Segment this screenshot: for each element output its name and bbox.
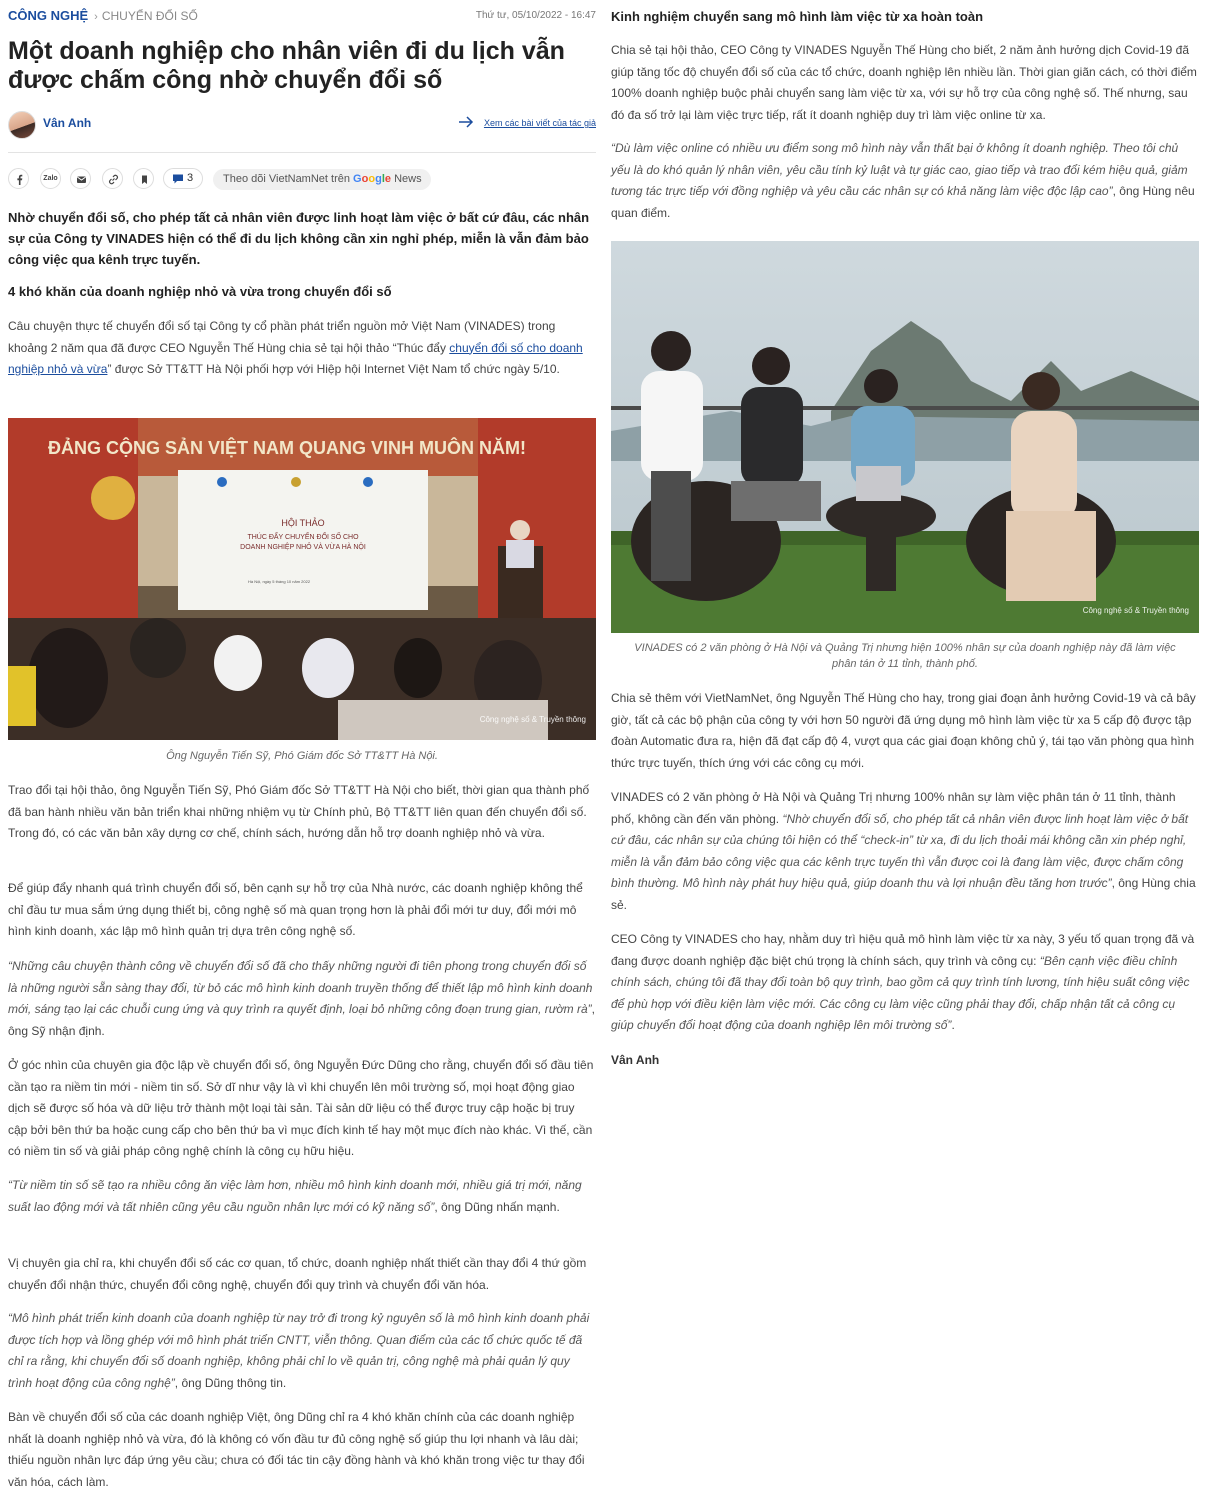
photo-watermark: Công nghệ số & Truyền thông — [479, 715, 586, 724]
paragraph-8: “Mô hình phát triển kinh doanh của doanh nghiệp từ nay trở đi trong kỷ nguyên số là mô hình kinh doanh phải được tích hợp và lồng ghép với mô hình phát triển CNTT, viễn thông. Quan điểm của các tổ chức quốc tế đã chỉ ra rằng, khi chuyển đổi số doanh nghiệp, không phải chỉ lo về quản trị, công nghệ mà phải quản lý quy trình hoạt động của công nghệ”, ông Dũng thông tin. — [8, 1311, 590, 1390]
breadcrumb-separator-icon: › — [94, 11, 98, 23]
comment-count: 3 — [187, 172, 194, 184]
breadcrumb — [8, 8, 596, 26]
email-icon — [76, 174, 87, 185]
author-name[interactable]: Vân Anh — [43, 116, 92, 130]
banner-text: ĐẢNG CỘNG SẢN VIỆT NAM QUANG VINH MUÔN NĂM! — [48, 438, 526, 458]
conference-image — [8, 418, 596, 740]
team-image — [611, 241, 1199, 633]
comment-button[interactable] — [163, 168, 203, 189]
facebook-icon — [14, 174, 25, 185]
link-icon — [108, 174, 119, 185]
paragraph-6: “Từ niềm tin số sẽ tạo ra nhiều công ăn việc làm hơn, nhiều mô hình kinh doanh mới, nhiều giá trị mới, năng suất lao động mới và tất nhiên cũng yêu cầu nguồn nhân lực mới có kỹ năng số”, ông Dũng nhấn mạnh. — [8, 1178, 582, 1214]
paragraph-3: Để giúp đẩy nhanh quá trình chuyển đổi số, bên cạnh sự hỗ trợ của Nhà nước, các doanh nghiệp không thể chỉ đầu tư mua sắm ứng dụng thiết bị, công nghệ số mà quan trọng hơn là phải đổi mới tư duy, đổi mới mô hình kinh doanh, xác lập mô hình quản trị dựa trên công nghệ số. — [8, 881, 583, 938]
arrow-right-icon — [458, 116, 474, 128]
email-share-button[interactable] — [70, 168, 91, 189]
screen-line-3: DOANH NGHIỆP NHỎ VÀ VỪA HÀ NỘI — [240, 544, 366, 551]
article-title: Một doanh nghiệp cho nhân viên đi du lịch vẫn được chấm công nhờ chuyển đổi số — [8, 37, 565, 94]
more-by-author-link[interactable]: Xem các bài viết của tác giả — [483, 118, 596, 128]
paragraph-9: Bàn về chuyển đổi số của các doanh nghiệp Việt, ông Dũng chỉ ra 4 khó khăn chính của các doanh nghiệp nhất là doanh nghiệp nhỏ và vừa, đó là không có vốn đầu tư đủ công nghệ số giúp thu lợi nhanh và lâu dài; thiếu nguồn nhân lực đáp ứng yêu cầu; chưa có đối tác tin cậy đồng hành và khó khăn trong việc tư thay đổi văn hóa, cách làm. — [8, 1410, 585, 1489]
author-row — [8, 111, 596, 141]
subcategory-link[interactable]: CHUYỂN ĐỔI SỐ — [101, 9, 198, 23]
google-news-follow-button[interactable] — [213, 169, 431, 190]
paragraph-4: “Những câu chuyện thành công về chuyển đổi số đã cho thấy những người đi tiên phong trong chuyển đổi số là những người sẵn sàng thay đổi, từ bỏ các mô hình kinh doanh truyền thống để thiết lập mô hình kinh doanh mới, sáng tạo lại các chuỗi cung ứng và quy trình ra quyết định, loại bỏ những công đoạn trung gian, rườm rà”, ông Sỹ nhận định. — [8, 959, 596, 1038]
screen-title: HỘI THẢO — [281, 518, 325, 528]
comment-icon — [172, 173, 184, 185]
author-avatar[interactable] — [8, 111, 36, 139]
article-byline: Vân Anh — [611, 1053, 660, 1067]
photo-watermark: Công nghệ số & Truyền thông — [1082, 606, 1189, 615]
photo-caption-2: VINADES có 2 văn phòng ở Hà Nội và Quảng Trị nhưng hiện 100% nhân sự của doanh nghiệp này đã làm việc phân tán ở 11 tỉnh, thành phố. — [634, 642, 1176, 670]
photo-caption-1: Ông Nguyễn Tiến Sỹ, Phó Giám đốc Sở TT&TT Hà Nội. — [166, 750, 438, 762]
conference-photo — [8, 418, 596, 740]
article-lead: Nhờ chuyển đổi số, cho phép tất cả nhân viên được linh hoạt làm việc ở bất cứ đâu, các nhân sự của Công ty VINADES hiện có thể đi du lịch không cần xin nghỉ phép, miễn là vẫn đảm bảo công việc qua kênh trực tuyến. — [8, 210, 590, 267]
paragraph-7: Vị chuyên gia chỉ ra, khi chuyển đổi số các cơ quan, tổ chức, doanh nghiệp nhất thiết cần thay đổi 4 thứ gồm chuyển đổi nhận thức, chuyển đổi công nghệ, chuyển đổi quy trình và chuyển đổi văn hóa. — [8, 1256, 587, 1292]
topic-link[interactable]: chuyển đổi số cho doanh nghiệp nhỏ và vừa — [8, 340, 583, 376]
screen-line-2: THÚC ĐẨY CHUYỂN ĐỔI SỐ CHO — [247, 534, 359, 541]
paragraph-2: Trao đổi tại hội thảo, ông Nguyễn Tiến Sỹ, Phó Giám đốc Sở TT&TT Hà Nội cho biết, thời gian qua thành phố đã ban hành nhiều văn bản triển khai những nhiệm vụ từ Chính phủ, Bộ TT&TT liên quan đến chuyển đổi số. Trong đó, có các văn bản xây dựng cơ chế, chính sách, hướng dẫn hỗ trợ doanh nghiệp nhỏ và vừa. — [8, 783, 590, 840]
category-link[interactable]: CÔNG NGHỆ — [8, 8, 89, 23]
follow-text: Theo dõi VietNamNet trên — [223, 173, 350, 185]
zalo-icon: Zalo — [43, 175, 58, 182]
google-logo-icon: Google — [353, 173, 391, 185]
paragraph-r3: Chia sẻ thêm với VietNamNet, ông Nguyễn Thế Hùng cho hay, trong giai đoạn ảnh hưởng Covid-19 và cả bây giờ, tất cả các bộ phận của công ty với hơn 50 người đã ứng dụng mô hình làm việc từ xa 5 cấp độ được tập đoàn Automatic đưa ra, hiện đã đạt cấp độ 4, vượt qua các giai đoạn không chủ ý, tái tạo văn phòng qua hình thức trực tuyến, thích ứng với các công cụ mới. — [611, 691, 1196, 770]
screen-date: Hà Nội, ngày 5 tháng 10 năm 2022 — [248, 579, 311, 584]
section-heading-1: 4 khó khăn của doanh nghiệp nhỏ và vừa trong chuyển đổi số — [8, 284, 392, 299]
divider — [8, 152, 596, 153]
paragraph-5: Ở góc nhìn của chuyên gia độc lập về chuyển đổi số, ông Nguyễn Đức Dũng cho rằng, chuyển đổi số đầu tiên cần tạo ra niềm tin mới - niềm tin số. Sở dĩ như vậy là vì khi chuyển lên môi trường số, mọi hoạt động giao dịch sẽ được số hóa và dữ liệu trở thành một loại tài sản. Tài sản dữ liệu có thể được truy cập hoặc bị truy cập bởi bên thứ ba hoặc cung cấp cho bên thứ ba vì mục đích kinh tế hay một mục đích nào khác. Vì thế, cần có niềm tin số và giải pháp công nghệ chính là công cụ hữu hiệu. — [8, 1058, 594, 1158]
section-heading-2: Kinh nghiệm chuyển sang mô hình làm việc từ xa hoàn toàn — [611, 9, 984, 24]
paragraph-r2: “Dù làm việc online có nhiều ưu điểm song mô hình này vẫn thất bại ở không ít doanh nghiệp. Theo tôi chủ yếu là do khó quản lý nhân viên, yêu cầu tính kỷ luật và tự giác cao, giao tiếp và trao đổi kém hiệu quả, giảm tương tác trực tiếp với đồng nghiệp và yêu cầu các nhân sự có khả năng làm việc độc lập cao”, ông Hùng nêu quan điểm. — [611, 141, 1195, 220]
paragraph-r4: VINADES có 2 văn phòng ở Hà Nội và Quảng Trị nhưng 100% nhân sự làm việc phân tán ở 11 tỉnh, thành phố, không cần đến văn phòng. “Nhờ chuyển đổi số, cho phép tất cả nhân viên được linh hoạt làm việc ở bất cứ đâu, các nhân sự của chúng tôi hiện có thể “check-in” từ xa, đi du lịch thoải mái không cần xin phép nghỉ, miễn là vẫn đảm bảo công việc qua các kênh trực tuyến thì vẫn được coi là đang làm việc, được chấm công bình thường. Mô hình này phát huy hiệu quả, giúp doanh thu và lợi nhuận đều tăng hơn trước”, ông Hùng chia sẻ. — [611, 790, 1196, 912]
facebook-share-button[interactable] — [8, 168, 29, 189]
news-label: News — [394, 173, 422, 185]
bookmark-icon — [139, 174, 150, 185]
publish-date: Thứ tư, 05/10/2022 - 16:47 — [475, 10, 596, 21]
paragraph-r1: Chia sẻ tại hội thảo, CEO Công ty VINADES Nguyễn Thế Hùng cho biết, 2 năm ảnh hưởng dịch Covid-19 đã giúp tăng tốc độ chuyển đổi số của các tổ chức, doanh nghiệp lên nhiều lần. Thời gian giãn cách, có thời điểm 100% doanh nghiệp buộc phải chuyển sang làm việc từ xa, với sự hỗ trợ của công nghệ số. Thế nhưng, sau đó đa số trở lại làm việc trực tiếp, rất ít doanh nghiệp duy trì làm việc online từ xa. — [611, 43, 1197, 122]
paragraph-r5: CEO Công ty VINADES cho hay, nhằm duy trì hiệu quả mô hình làm việc từ xa này, 3 yếu tố quan trọng đã và đang được doanh nghiệp đặc biệt chú trọng là chính sách, quy trình và công cụ: “Bên cạnh việc điều chỉnh chính sách, chúng tôi đã thay đổi toàn bộ quy trình, bao gồm cả quy trình tính lương, tính hiệu suất công việc để phù hợp với điều kiện làm việc mới. Các công cụ làm việc cũng phải thay đổi, chấp nhận tất cả công cụ giúp chuyển đổi hoạt động của doanh nghiệp lên môi trường số”. — [611, 932, 1195, 1032]
copy-link-button[interactable] — [102, 168, 123, 189]
bookmark-button[interactable] — [133, 168, 154, 189]
paragraph-1: Câu chuyện thực tế chuyển đổi số tại Công ty cổ phần phát triển nguồn mở Việt Nam (VINADES) trong khoảng 2 năm qua đã được CEO Nguyễn Thế Hùng chia sẻ tại hội thảo “Thúc đẩy chuyển đổi số cho doanh nghiệp nhỏ và vừa” được Sở TT&TT Hà Nội phối hợp với Hiệp hội Internet Việt Nam tổ chức ngày 5/10. — [8, 319, 583, 376]
team-photo — [611, 241, 1199, 633]
zalo-share-button[interactable] — [40, 168, 61, 189]
